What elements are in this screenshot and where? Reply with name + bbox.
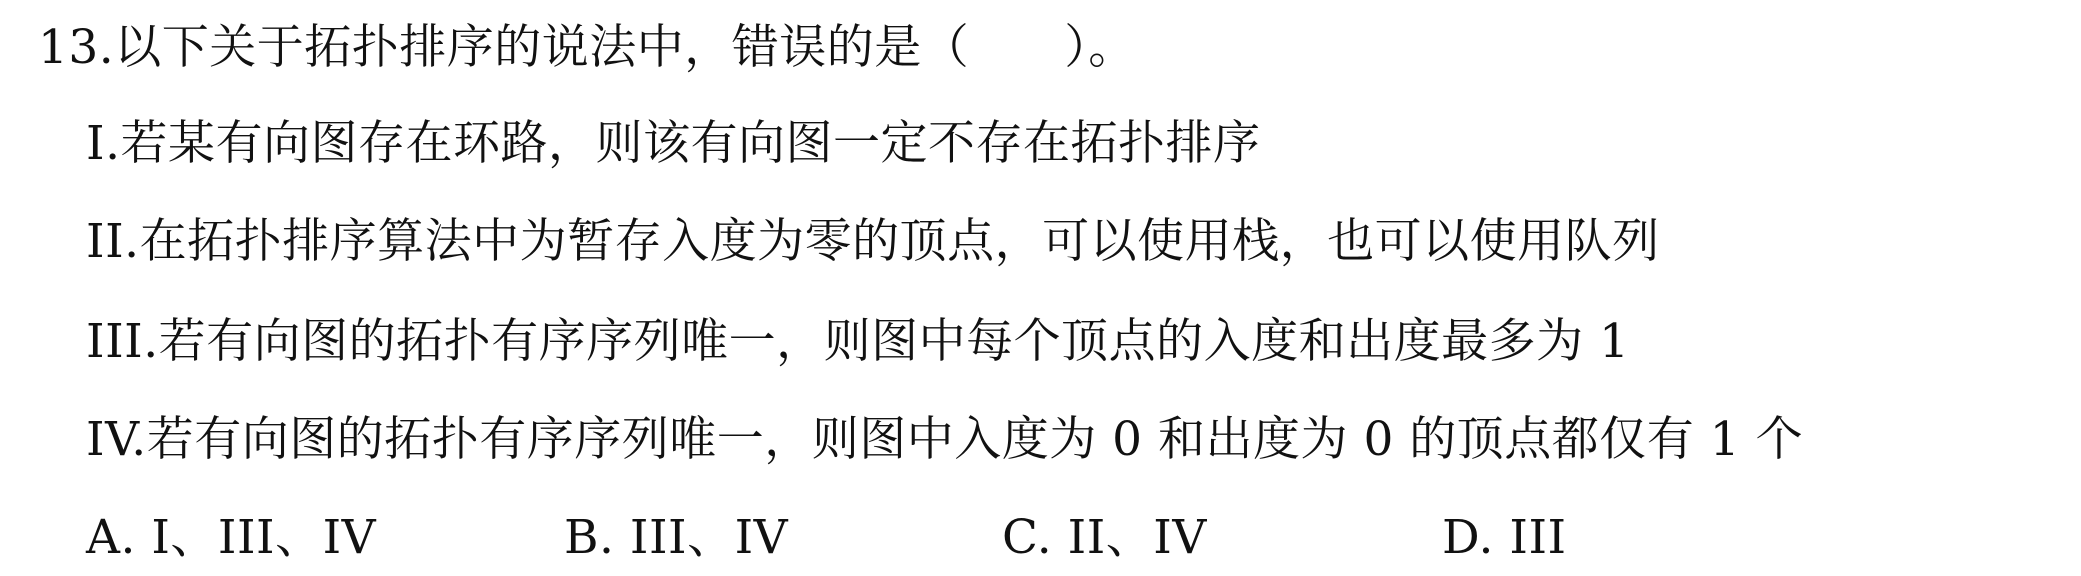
option-b[interactable]: B. III、IV bbox=[564, 510, 789, 565]
question-title: 13.以下关于拓扑排序的说法中，错误的是（ ）。 bbox=[38, 20, 1136, 75]
option-d[interactable]: D. III bbox=[1442, 510, 1567, 565]
statement-3: III.若有向图的拓扑有序序列唯一，则图中每个顶点的入度和出度最多为 1 bbox=[86, 314, 1630, 369]
option-c[interactable]: C. II、IV bbox=[1002, 510, 1207, 565]
option-a[interactable]: A. I、III、IV bbox=[86, 510, 377, 565]
statement-1: I.若某有向图存在环路，则该有向图一定不存在拓扑排序 bbox=[86, 116, 1261, 171]
answer-options bbox=[0, 508, 2081, 568]
statement-4: IV.若有向图的拓扑有序序列唯一，则图中入度为 0 和出度为 0 的顶点都仅有 1 个 bbox=[86, 412, 1804, 467]
statement-2: II.在拓扑排序算法中为暂存入度为零的顶点，可以使用栈，也可以使用队列 bbox=[86, 214, 1660, 269]
